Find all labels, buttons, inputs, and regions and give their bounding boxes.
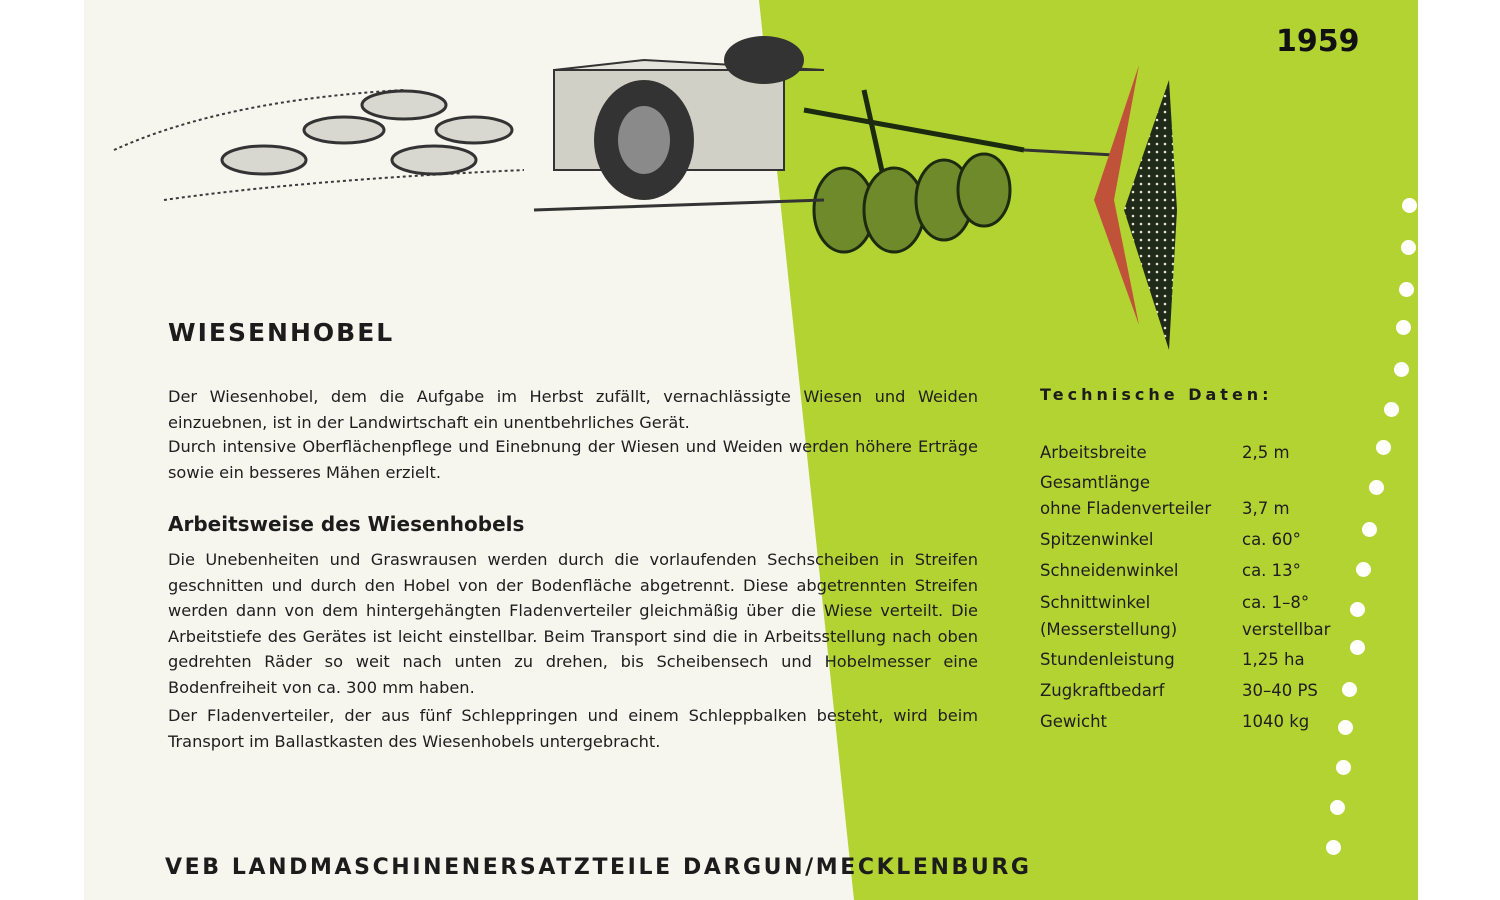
tech-data-heading: Technische Daten: (1040, 385, 1273, 404)
section-heading: Arbeitsweise des Wiesenhobels (168, 512, 525, 536)
spec-key: Stundenleistung (1040, 650, 1175, 669)
spec-value: 1,25 ha (1242, 650, 1305, 669)
spec-value: 30–40 PS (1242, 681, 1318, 700)
spec-key-line2: ohne Fladenverteiler (1040, 499, 1212, 518)
spec-value: 3,7 m (1242, 499, 1290, 518)
spec-key: Spitzenwinkel (1040, 530, 1154, 549)
section-paragraph-2: Der Fladenverteiler, der aus fünf Schleppringen und einem Schleppbalken besteht, wird beim Transport im Ballastkasten des Wiesenhobels untergebracht. (168, 706, 978, 751)
spec-value-line2: verstellbar (1242, 620, 1331, 639)
spec-key: Arbeitsbreite (1040, 443, 1147, 462)
company-footer: VEB LANDMASCHINENERSATZTEILE DARGUN/MECKLENBURG (165, 855, 1032, 880)
spec-key-line2: (Messerstellung) (1040, 620, 1178, 639)
spec-key: Gesamtlänge (1040, 473, 1150, 492)
arrow-emblem-icon (1089, 60, 1189, 360)
spec-key: Schneidenwinkel (1040, 561, 1179, 580)
spec-key: Zugkraftbedarf (1040, 681, 1165, 700)
intro-paragraph-2: Durch intensive Oberflächenpflege und Einebnung der Wiesen und Weiden werden höhere Erträge sowie ein besseres Mähen erzielt. (168, 437, 978, 482)
spec-key: Gewicht (1040, 712, 1108, 731)
wiesenhobel-machine-illustration (104, 30, 1164, 270)
spec-value: ca. 1–8° (1242, 593, 1310, 612)
spec-value: 1040 kg (1242, 712, 1310, 731)
spec-value: ca. 13° (1242, 561, 1301, 580)
section-paragraph-1: Die Unebenheiten und Graswrausen werden durch die vorlaufenden Sechscheiben in Streifen geschnitten und durch den Hobel von der Bodenfläche abgetrennt. Diese abgetrennten Streifen werden dann von dem hintergehängten Fladenverteiler gleichmäßig über die Wiese verteilt. Die Arbeitstiefe des Gerätes ist leicht einstellbar. Beim Transport sind die in Arbeitsstellung nach oben gedrehten Räder so weit nach unten zu drehen, bis Scheibensech und Hobelmesser eine Bodenfreiheit von ca. 300 mm haben. (168, 550, 978, 697)
spec-value: ca. 60° (1242, 530, 1301, 549)
year-label: 1959 (1276, 24, 1360, 59)
spec-key: Schnittwinkel (1040, 593, 1151, 612)
intro-paragraph-1: Der Wiesenhobel, dem die Aufgabe im Herbst zufällt, vernachlässigte Wiesen und Weiden einzuebnen, ist in der Landwirtschaft ein unentbehrliches Gerät. (168, 387, 978, 432)
page-title: WIESENHOBEL (168, 318, 395, 347)
spec-value: 2,5 m (1242, 443, 1290, 462)
